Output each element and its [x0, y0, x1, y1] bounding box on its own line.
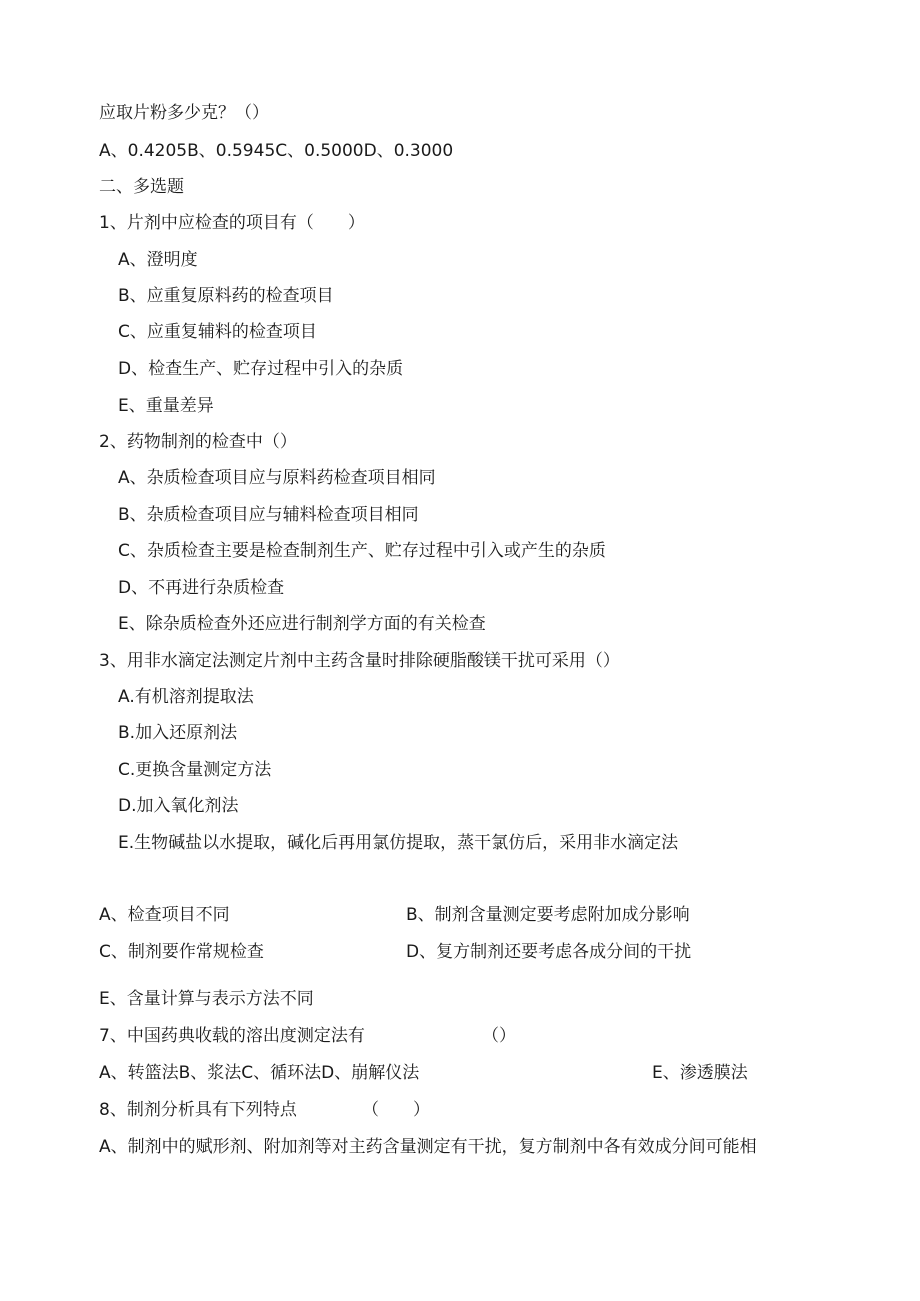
option-e: E、含量计算与表示方法不同	[99, 989, 314, 1009]
q3-option-d: D.加入氧化剂法	[118, 796, 239, 816]
option-d: D、复方制剂还要考虑各成分间的干扰	[406, 942, 692, 962]
option-c: C、制剂要作常规检查	[99, 942, 264, 962]
option-b: B、制剂含量测定要考虑附加成分影响	[406, 905, 690, 925]
question-2: 2、药物制剂的检查中（）	[99, 432, 297, 452]
q8-option-a: A、制剂中的赋形剂、附加剂等对主药含量测定有干扰，复方制剂中各有效成分间可能相	[99, 1137, 757, 1157]
q1-option-d: D、检查生产、贮存过程中引入的杂质	[118, 359, 404, 379]
question-1: 1、片剂中应检查的项目有（ ）	[99, 213, 365, 233]
q3-option-a: A.有机溶剂提取法	[118, 687, 254, 707]
question-8-blank: （ ）	[362, 1100, 430, 1120]
q1-option-e: E、重量差异	[118, 396, 214, 416]
q3-option-c: C.更换含量测定方法	[118, 760, 272, 780]
q2-option-a: A、杂质检查项目应与原料药检查项目相同	[118, 468, 436, 488]
q7-option-e: E、渗透膜法	[652, 1063, 748, 1083]
q1-option-b: B、应重复原料药的检查项目	[118, 286, 334, 306]
question-8: 8、制剂分析具有下列特点	[99, 1100, 297, 1120]
option-a: A、检查项目不同	[99, 905, 230, 925]
q2-option-d: D、不再进行杂质检查	[118, 578, 285, 598]
answer-options: A、0.4205B、0.5945C、0.5000D、0.3000	[99, 141, 454, 161]
q1-option-a: A、澄明度	[118, 250, 198, 270]
q1-option-c: C、应重复辅料的检查项目	[118, 322, 317, 342]
q2-option-e: E、除杂质检查外还应进行制剂学方面的有关检查	[118, 614, 486, 634]
question-stem-continuation: 应取片粉多少克？（）	[99, 103, 269, 123]
q3-option-e: E.生物碱盐以水提取，碱化后再用氯仿提取，蒸干氯仿后，采用非水滴定法	[118, 833, 679, 853]
question-3: 3、用非水滴定法测定片剂中主药含量时排除硬脂酸镁干扰可采用（）	[99, 651, 620, 671]
question-7: 7、中国药典收载的溶出度测定法有	[99, 1026, 365, 1046]
q2-option-c: C、杂质检查主要是检查制剂生产、贮存过程中引入或产生的杂质	[118, 541, 606, 561]
section-heading: 二、多选题	[99, 177, 184, 197]
q3-option-b: B.加入还原剂法	[118, 723, 238, 743]
question-7-blank: （）	[482, 1026, 516, 1046]
q2-option-b: B、杂质检查项目应与辅料检查项目相同	[118, 505, 419, 525]
q7-options: A、转篮法B、浆法C、循环法D、崩解仪法	[99, 1063, 420, 1083]
